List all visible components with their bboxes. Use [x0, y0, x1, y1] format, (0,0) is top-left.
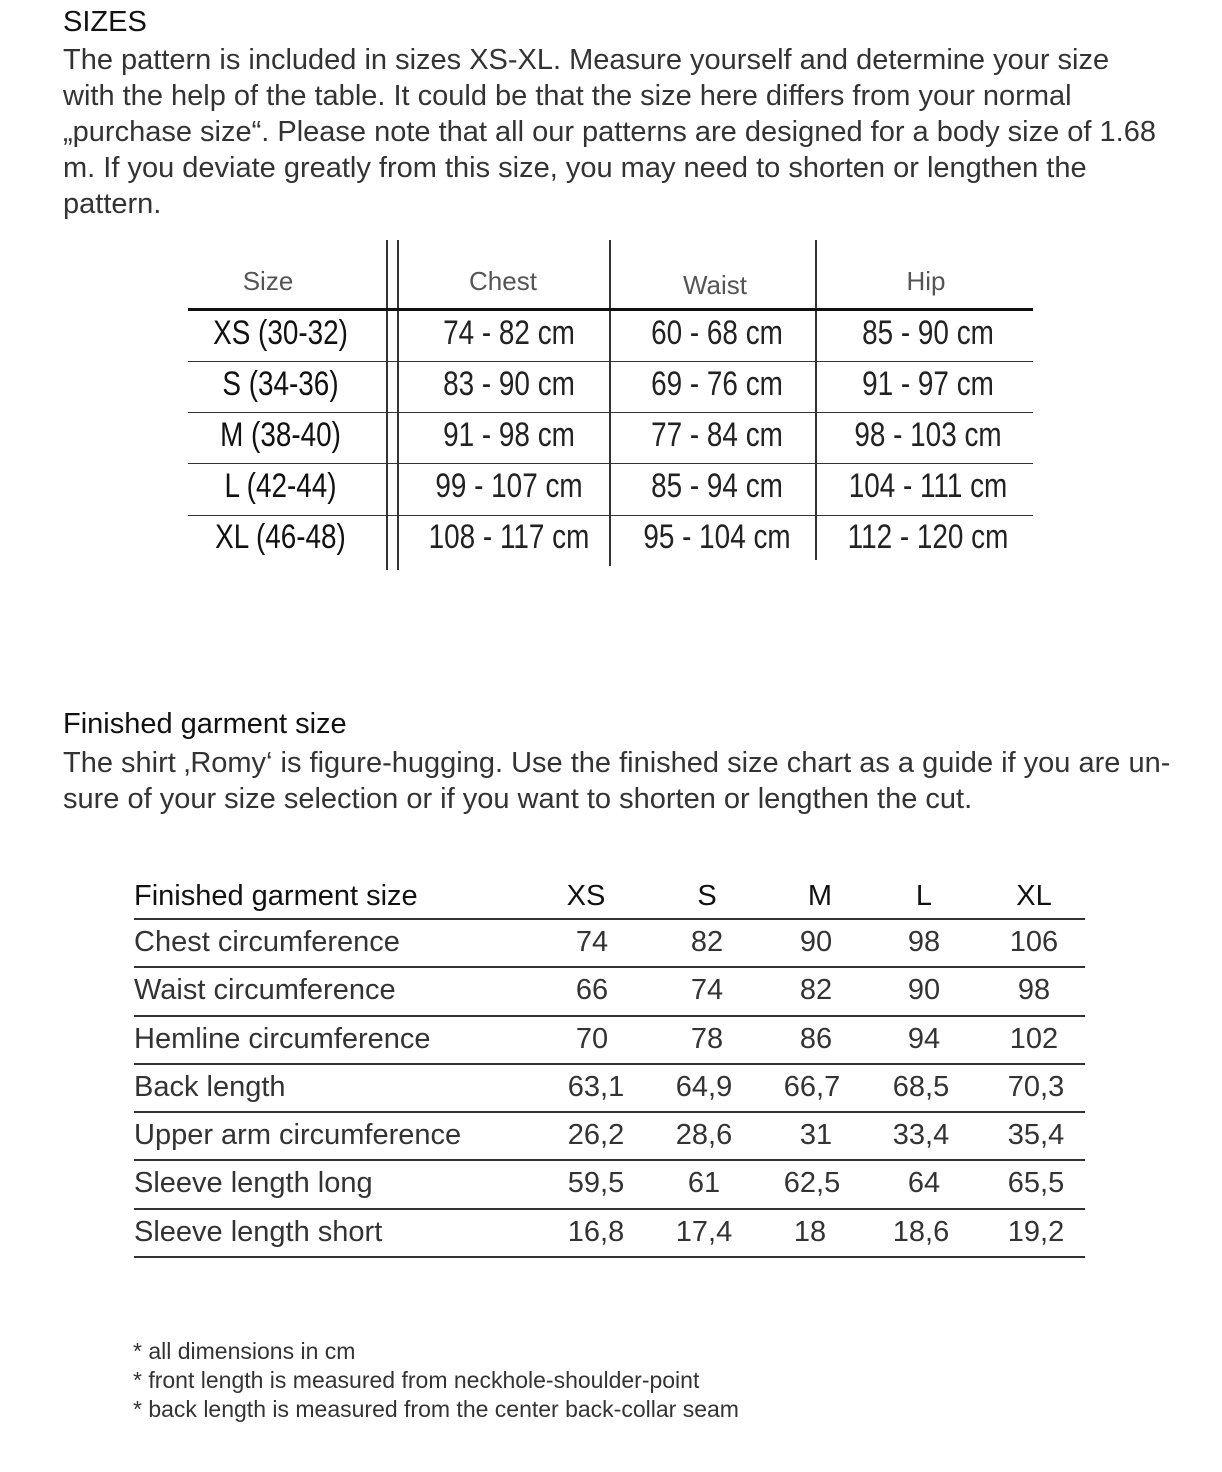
value-cell: 74: [690, 974, 724, 1007]
footnote: * back length is measured from the center back-collar seam: [133, 1396, 739, 1422]
value-cell: 82: [690, 926, 724, 958]
value-cell: 78: [690, 1022, 724, 1055]
value-cell: 18,6: [892, 1215, 950, 1248]
value-cell: 61: [687, 1167, 721, 1200]
waist-cell: 60 - 68 cm: [651, 314, 783, 352]
row-label: Chest circumference: [134, 926, 400, 958]
table-row: [134, 1065, 1085, 1113]
chest-cell: 74 - 82 cm: [443, 314, 575, 352]
finished-size-heading: Finished garment size: [63, 708, 347, 740]
value-cell: 64: [907, 1167, 941, 1200]
value-cell: 18: [793, 1215, 827, 1248]
row-label: Sleeve length long: [134, 1167, 373, 1200]
size-cell: S (34-36): [222, 365, 339, 403]
value-cell: 66,7: [783, 1070, 841, 1103]
value-cell: 28,6: [675, 1119, 733, 1152]
column-header-waist: Waist: [682, 270, 748, 300]
size-header-l: L: [915, 880, 933, 912]
value-cell: 16,8: [567, 1215, 625, 1248]
row-divider: [188, 412, 1033, 413]
value-cell: 102: [1009, 1022, 1059, 1055]
hip-cell: 91 - 97 cm: [862, 365, 994, 403]
hip-cell: 85 - 90 cm: [862, 314, 994, 352]
size-header-m: M: [807, 880, 833, 912]
chest-cell: 108 - 117 cm: [428, 518, 590, 556]
size-cell: XL (46-48): [215, 518, 346, 556]
waist-cell: 77 - 84 cm: [651, 416, 783, 454]
waist-cell: 95 - 104 cm: [643, 518, 791, 556]
value-cell: 106: [1009, 926, 1059, 958]
size-cell: L (42-44): [224, 467, 337, 505]
size-header-xl: XL: [1016, 880, 1052, 912]
column-header-size: Size: [242, 266, 294, 296]
chest-cell: 83 - 90 cm: [443, 365, 575, 403]
value-cell: 70: [575, 1022, 609, 1055]
size-cell: XS (30-32): [213, 314, 348, 352]
value-cell: 82: [799, 974, 833, 1007]
waist-cell: 85 - 94 cm: [651, 467, 783, 505]
size-header-xs: XS: [566, 880, 606, 912]
value-cell: 35,4: [1007, 1119, 1065, 1152]
row-divider: [188, 515, 1033, 516]
sizes-description: The pattern is included in sizes XS-XL. Measure yourself and determine your size with the help of the table. It could be that the size here differs from your normal „purchase size“. Please note that all our patterns are designed for a body size of 1.68 m. If you deviate greatly from this size, you may need to shorten or lengthen the pattern.: [63, 44, 1156, 220]
value-cell: 19,2: [1007, 1215, 1065, 1248]
size-table: [188, 240, 1033, 570]
column-header-chest: Chest: [469, 266, 537, 296]
row-divider: [188, 463, 1033, 464]
value-cell: 94: [907, 1022, 941, 1055]
row-label: Back length: [134, 1070, 286, 1103]
value-cell: 90: [799, 926, 833, 958]
hip-cell: 98 - 103 cm: [854, 416, 1002, 454]
row-label: Upper arm circumference: [134, 1119, 462, 1152]
table-row: [134, 1210, 1085, 1258]
table-row: [134, 920, 1085, 968]
finished-size-table: [134, 878, 1085, 1258]
table-header-row: [134, 878, 1085, 920]
value-cell: 59,5: [567, 1167, 625, 1200]
table-row: [134, 1113, 1085, 1161]
double-divider-line-a: [386, 240, 388, 570]
chest-cell: 99 - 107 cm: [435, 467, 583, 505]
value-cell: 74: [575, 926, 609, 958]
header-label: Finished garment size: [134, 880, 418, 912]
header-rule: [188, 308, 1033, 311]
table-row: [134, 968, 1085, 1016]
waist-cell: 69 - 76 cm: [651, 365, 783, 403]
row-divider: [188, 361, 1033, 362]
sizes-heading: SIZES: [63, 6, 147, 38]
value-cell: 68,5: [892, 1070, 950, 1103]
value-cell: 26,2: [567, 1119, 625, 1152]
value-cell: 70,3: [1007, 1070, 1065, 1103]
value-cell: 66: [575, 974, 609, 1007]
value-cell: 17,4: [675, 1215, 733, 1248]
size-header-s: S: [697, 880, 717, 912]
finished-size-description: The shirt ‚Romy‘ is figure-hugging. Use the finished size chart as a guide if you are un-sure of your size selection or if you want to shorten or lengthen the cut.: [63, 747, 1171, 815]
value-cell: 31: [799, 1119, 833, 1152]
value-cell: 86: [799, 1022, 833, 1055]
column-header-hip: Hip: [906, 266, 946, 296]
value-cell: 63,1: [567, 1070, 625, 1103]
table-row: [134, 1017, 1085, 1065]
row-label: Sleeve length short: [134, 1215, 383, 1248]
hip-cell: 112 - 120 cm: [847, 518, 1009, 556]
value-cell: 98: [907, 926, 941, 958]
footnote: * front length is measured from neckhole-shoulder-point: [133, 1367, 700, 1393]
size-cell: M (38-40): [220, 416, 341, 454]
value-cell: 98: [1017, 974, 1051, 1007]
value-cell: 65,5: [1007, 1167, 1065, 1200]
footnote: * all dimensions in cm: [133, 1338, 356, 1364]
hip-cell: 104 - 111 cm: [848, 467, 1008, 505]
footnotes: [133, 1337, 739, 1424]
value-cell: 90: [907, 974, 941, 1007]
row-label: Waist circumference: [134, 974, 396, 1007]
value-cell: 62,5: [783, 1167, 841, 1200]
value-cell: 64,9: [675, 1070, 733, 1103]
chest-cell: 91 - 98 cm: [443, 416, 575, 454]
value-cell: 33,4: [892, 1119, 950, 1152]
table-row: [134, 1161, 1085, 1209]
row-label: Hemline circumference: [134, 1022, 431, 1055]
